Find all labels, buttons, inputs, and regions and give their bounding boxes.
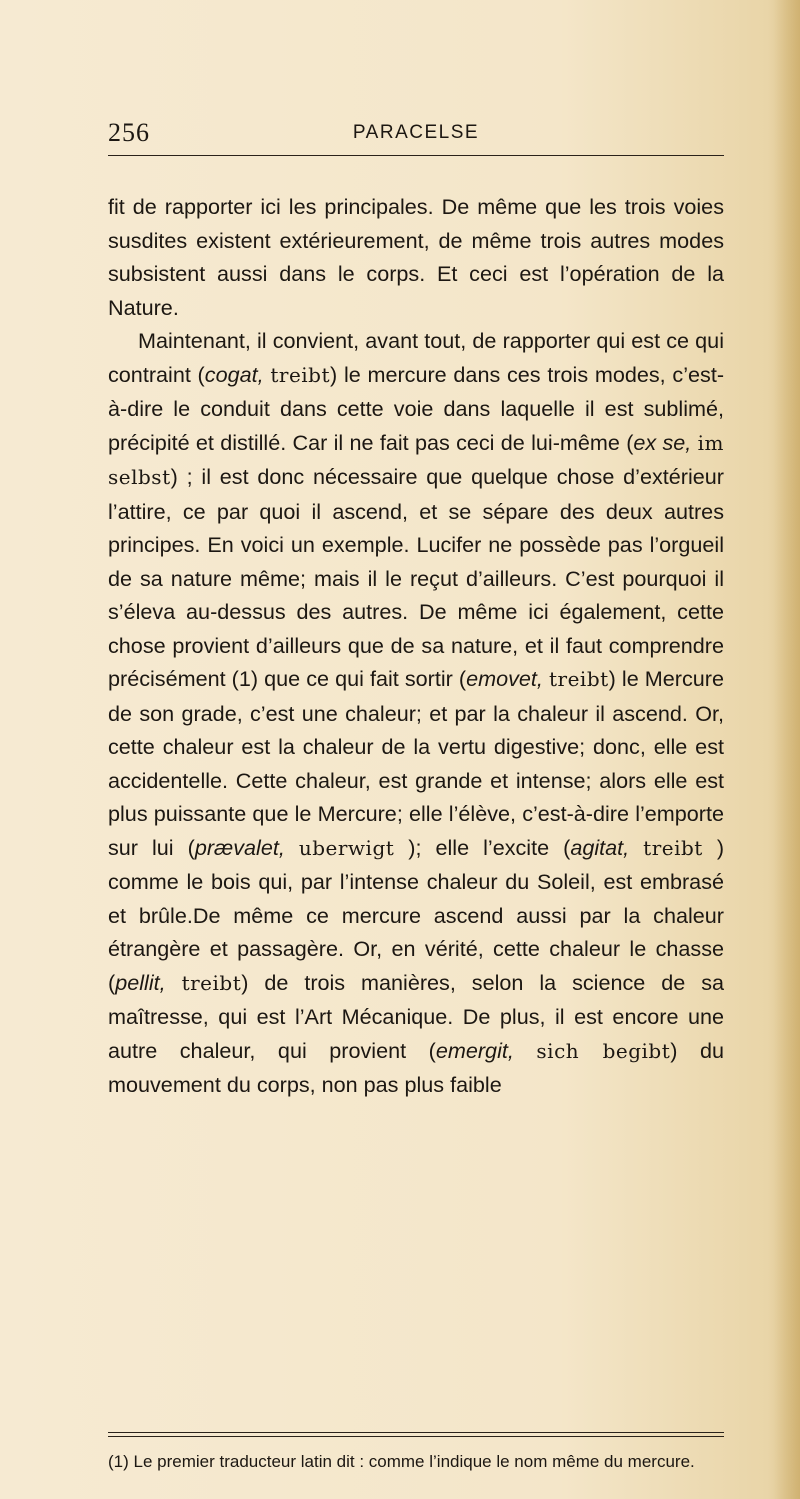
latin-term: cogat, <box>204 361 264 387</box>
footnote-rule <box>108 1432 724 1433</box>
running-title: PARACELSE <box>352 122 480 143</box>
text-run: fit de rapporter ici les principales. De même que les trois voies susdites existent extérieurement, de même trois autres modes subsistent aussi dans le corps. Et ceci est l’opération de la Nature. <box>108 194 724 320</box>
page-header <box>108 118 724 148</box>
latin-term: pellit, <box>115 969 166 995</box>
latin-term: emovet, <box>466 666 543 691</box>
footnote-rule-second <box>108 1436 724 1437</box>
text-run: ) du mouvement du corps, non pas plus faible <box>108 1037 725 1097</box>
text-run: ) de trois manières, selon la science de sa maîtresse, qui est l’Art Mécanique. De plus, il est encore une autre chaleur, qui provient ( <box>108 969 725 1063</box>
german-term: sich begibt <box>536 1038 671 1063</box>
header-rule <box>108 155 724 156</box>
german-term: treibt <box>643 835 703 860</box>
body-text <box>108 190 724 1102</box>
page-number: 256 <box>108 118 150 147</box>
text-run: ) le mercure dans ces trois modes, c’est-à-dire le conduit dans cette voie dans laquelle il est sublimé, précipité et distillé. Car il ne fait pas ceci de lui-même ( <box>108 361 725 455</box>
footnote: (1) Le premier traducteur latin dit : comme l’indique le nom même du mercure. <box>108 1452 695 1471</box>
text-run: Maintenant, il convient, avant tout, de rapporter qui est ce qui contraint ( <box>108 328 724 387</box>
german-term: treibt <box>181 970 242 995</box>
german-term: im selbst <box>108 430 724 489</box>
latin-term: prævalet, <box>194 834 285 860</box>
text-run: ) le Mercure de son grade, c’est une chaleur; et par la chaleur il ascend. Or, cette chaleur est la chaleur de la vertu digestive; donc, elle est accidentelle. Cette chaleur, est grande et intense; alors elle est plus puissante que le Mercure; elle l’élève, c’est-à-dire l’emporte sur lui ( <box>108 666 724 860</box>
paragraph-2 <box>108 324 724 1102</box>
paragraph-1 <box>108 190 724 324</box>
german-term: treibt <box>549 667 609 691</box>
text-run: ) comme le bois qui, par l’intense chaleur du Soleil, est embrasé et brûle.De même ce mercure ascend aussi par la chaleur étrangère et passagère. Or, en vérité, cette chaleur le chasse ( <box>108 834 725 995</box>
german-term: treibt <box>270 362 331 387</box>
text-run: ); elle l’excite ( <box>394 834 571 860</box>
german-term: uberwigt <box>298 835 395 860</box>
latin-term: emergit, <box>435 1037 514 1063</box>
latin-term: agitat, <box>570 834 630 860</box>
text-run: ) ; il est donc nécessaire que quelque chose d’extérieur l’attire, ce par quoi il ascend, et se sépare des deux autres principes. En voici un exemple. Lucifer ne possède pas l’orgueil de sa nature même; mais il le reçut d’ailleurs. C’est pourquoi il s’éleva au-dessus des autres. De même ici également, cette chose provient d’ailleurs que de sa nature, et il faut comprendre précisément (1) que ce qui fait sortir ( <box>108 464 724 691</box>
latin-term: ex se, <box>633 429 692 455</box>
